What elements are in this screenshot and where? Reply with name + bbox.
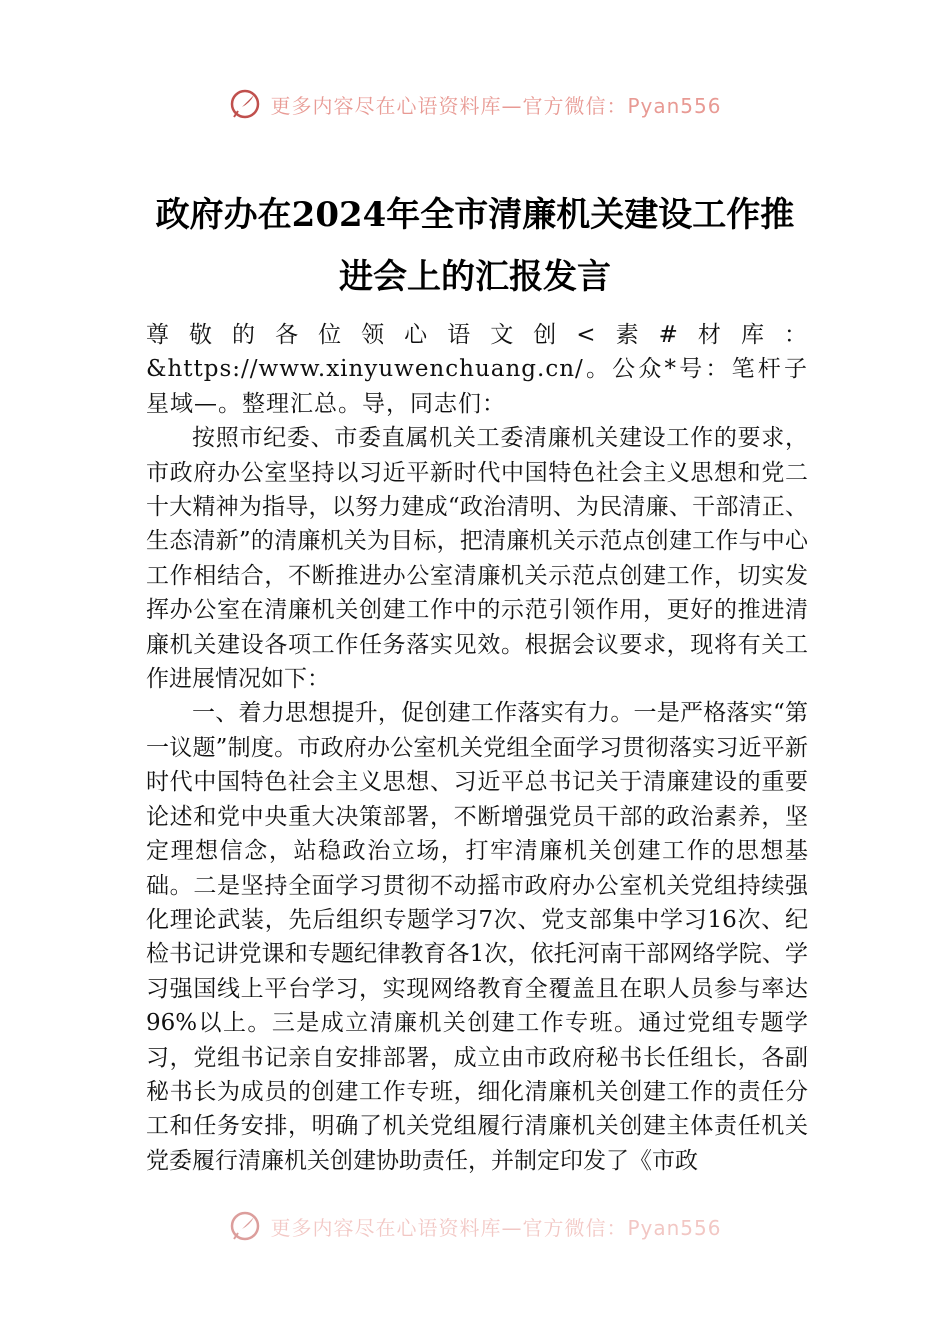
section-one-paragraph: 一、着力思想提升，促创建工作落实有力。一是严格落实“第一议题”制度。市政府办公室机关党组全面学习贯彻落实习近平新时代中国特色社会主义思想、习近平总书记关于清廉建设的重要论述和党中央重大决策部署，不断增强党员干部的政治素养，坚定理想信念，站稳政治立场，打牢清廉机关创建工作的思想基础。二是坚持全面学习贯彻不动摇市政府办公室机关党组持续强化理论武装，先后组织专题学习7次、党支部集中学习16次、纪检书记讲党课和专题纪律教育各1次，依托河南干部网络学院、学习强国线上平台学习，实现网络教育全覆盖且在职人员参与率达96%以上。三是成立清廉机关创建工作专班。通过党组专题学习，党组书记亲自安排部署，成立由市政府秘书长任组长，各副秘书长为成员的创建工作专班，细化清廉机关创建工作的责任分工和任务安排，明确了机关党组履行清廉机关创建主体责任机关党委履行清廉机关创建协助责任，并制定印发了《市政 bbox=[146, 700, 808, 1174]
document-body bbox=[146, 318, 808, 1178]
title-line-2: 进会上的汇报发言 bbox=[339, 257, 611, 297]
header-banner-text: 更多内容尽在心语资料库—官方微信：Pyan556 bbox=[270, 93, 722, 118]
title-line-1: 政府办在2024年全市清廉机关建设工作推 bbox=[155, 195, 795, 235]
header-banner bbox=[0, 84, 950, 124]
intro-paragraph: 按照市纪委、市委直属机关工委清廉机关建设工作的要求，市政府办公室坚持以习近平新时代中国特色社会主义思想和党二十大精神为指导，以努力建成“政治清明、为民清廉、干部清正、生态清新”的清廉机关为目标，把清廉机关示范点创建工作与中心工作相结合，不断推进办公室清廉机关示范点创建工作，切实发挥办公室在清廉机关创建工作中的示范引领作用，更好的推进清廉机关建设各项工作任务落实见效。根据会议要求，现将有关工作进展情况如下： bbox=[146, 425, 808, 693]
quill-logo-icon bbox=[228, 1209, 262, 1243]
footer-banner-text: 更多内容尽在心语资料库—官方微信：Pyan556 bbox=[270, 1215, 722, 1240]
salutation-paragraph: 尊敬的各位领心语文创<素#材库：&https://www.xinyuwenchuang.cn/。公众*号：笔杆子星域—。整理汇总。导，同志们： bbox=[146, 322, 808, 417]
quill-logo-icon bbox=[228, 87, 262, 121]
document-title bbox=[110, 184, 840, 308]
footer-banner bbox=[0, 1206, 950, 1246]
